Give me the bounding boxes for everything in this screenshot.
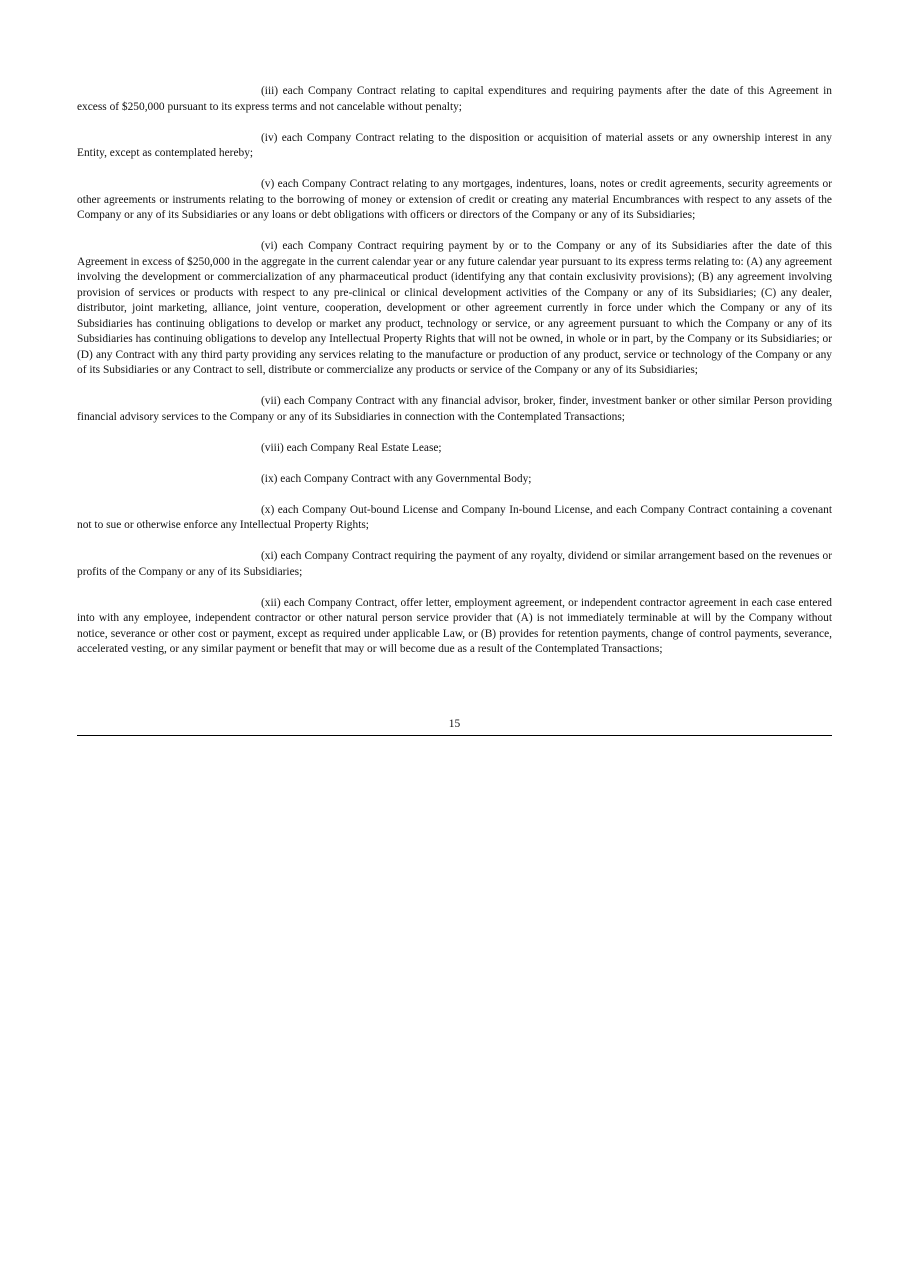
clause-viii: (viii) each Company Real Estate Lease; — [261, 441, 442, 454]
clause-xii: (xii) each Company Contract, offer letter, employment agreement, or independent contractor agreement in each case entered into with any employee, independent contractor or other natural person service provider that (A) is not immediately terminable at will by the Company without notice, severance or other cost or payment, except as required under applicable Law, or (B) provides for retention payments, change of control payments, severance, accelerated vesting, or any similar payment or benefit that may or will become due as a result of the Contemplated Transactions; — [77, 596, 832, 655]
document-body — [77, 84, 832, 673]
clause-iii: (iii) each Company Contract relating to capital expenditures and requiring payments after the date of this Agreement in excess of $250,000 pursuant to its express terms and not cancelable without penalty; — [77, 85, 832, 113]
clause-vi: (vi) each Company Contract requiring payment by or to the Company or any of its Subsidiaries after the date of this Agreement in excess of $250,000 in the aggregate in the current calendar year or any future calendar year pursuant to its express terms relating to: (A) any agreement involving the development or commercialization of any pharmaceutical product (identifying any that contain exclusivity provisions); (B) any agreement involving provision of services or products with respect to any pre-clinical or clinical development activities of the Company or any of its Subsidiaries; (C) any dealer, distributor, joint marketing, alliance, joint venture, cooperation, development or other agreement currently in force under which the Company or any of its Subsidiaries has continuing obligations to develop or market any product, technology or service, or any agreement pursuant to which the Company or any of its Subsidiaries has continuing obligations to develop any Intellectual Property Rights that will not be owned, in whole or in part, by the Company or its Subsidiaries; or (D) any Contract with any third party providing any services relating to the manufacture or production of any product, service or technology of the Company or any of its Subsidiaries or any Contract to sell, distribute or commercialize any products or service of the Company or any of its Subsidiaries; — [77, 240, 832, 376]
clause-xi: (xi) each Company Contract requiring the payment of any royalty, dividend or similar arrangement based on the revenues or profits of the Company or any of its Subsidiaries; — [77, 550, 832, 578]
page-number: 15 — [448, 718, 461, 730]
clause-iv: (iv) each Company Contract relating to the disposition or acquisition of material assets or any ownership interest in any Entity, except as contemplated hereby; — [77, 131, 832, 159]
clause-ix: (ix) each Company Contract with any Governmental Body; — [261, 472, 532, 485]
page-footer — [77, 717, 832, 736]
clause-vii: (vii) each Company Contract with any financial advisor, broker, finder, investment banker or other similar Person providing financial advisory services to the Company or any of its Subsidiaries in connection with the Contemplated Transactions; — [77, 395, 832, 423]
clause-x: (x) each Company Out-bound License and Company In-bound License, and each Company Contract containing a covenant not to sue or otherwise enforce any Intellectual Property Rights; — [77, 503, 832, 531]
clause-v: (v) each Company Contract relating to any mortgages, indentures, loans, notes or credit agreements, security agreements or other agreements or instruments relating to the borrowing of money or extension of credit or creating any material Encumbrances with respect to any assets of the Company or any of its Subsidiaries or any loans or debt obligations with officers or directors of the Company or any of its Subsidiaries; — [77, 178, 832, 221]
footer-divider — [77, 735, 832, 736]
